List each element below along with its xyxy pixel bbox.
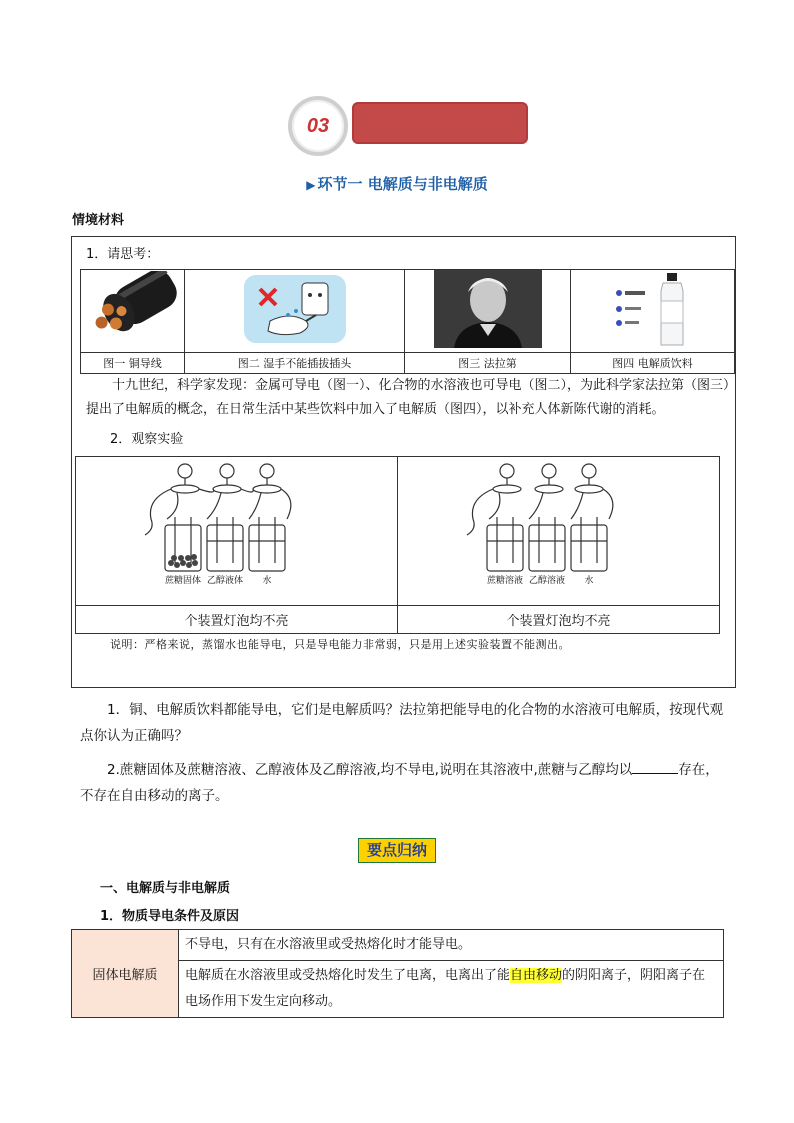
conductivity-apparatus-icon [459,459,659,599]
beaker-label: 蔗糖溶液 [486,576,523,586]
question-2: 2.蔗糖固体及蔗糖溶液、乙醇液体及乙醇溶液,均不导电,说明在其溶液中,蔗糖与乙醇均以 存在，不存在自由移动的离子。 [80,757,730,809]
think-label: 1．请思考： [86,247,160,262]
beaker-label: 乙醇液体 [206,576,243,586]
question-1: 1．铜、电解质饮料都能导电，它们是电解质吗？法拉第把能导电的化合物的水溶液可电解质，按现代观点你认为正确吗？ [80,702,724,744]
image-caption: 图一 铜导线 [81,353,185,374]
experiment-note: 说明：严格来说，蒸馏水也能导电，只是导电能力非常弱，只是用上述实验装置不能测出。 [110,638,570,651]
table-cell: 电解质在水溶液里或受热熔化时发生了电离，电离出了能自由移动的阴阳离子，阴阳离子在电场作用下发生定向移动。 [179,961,724,1018]
summary-heading: 一、电解质与非电解质 [100,881,231,896]
beaker-label: 水 [583,576,594,586]
electrolyte-drink-icon [599,271,707,347]
copper-cable-icon [85,271,181,347]
highlighted-text: 自由移动 [510,968,563,983]
image-cell [185,270,405,353]
experiment-caption: 个装置灯泡均不亮 [398,606,720,634]
observe-label: 2．观察实验 [110,432,184,447]
image-table [80,269,735,374]
image-caption: 图四 电解质饮料 [571,353,735,374]
summary-subheading: 1．物质导电条件及原因 [100,909,240,924]
beaker-label: 蔗糖固体 [164,576,201,586]
summary-title: 要点归纳 [358,838,436,863]
wet-hand-plug-icon [240,271,350,347]
section-banner-bar [352,102,528,144]
section-number-badge: 03 [288,96,348,156]
image-caption: 图二 湿手不能插拔插头 [185,353,405,374]
experiment-caption: 个装置灯泡均不亮 [76,606,398,634]
history-paragraph: 十九世纪，科学家发现：金属可导电（图一）、化合物的水溶液也可导电（图二），为此科学家法拉第（图三）提出了电解质的概念，在日常生活中某些饮料中加入了电解质（图四），以补充人体新陈代谢的消耗。 [86,378,730,417]
conduction-table [71,929,724,1018]
image-cell [405,270,571,353]
experiment-cell [76,457,398,606]
experiment-cell [398,457,720,606]
experiment-table [75,456,720,634]
faraday-portrait-icon [434,270,542,348]
section-title: ▶ 环节一 电解质与非电解质 [306,175,488,193]
beaker-label: 乙醇溶液 [528,576,565,586]
triangle-icon: ▶ [306,178,316,192]
conductivity-apparatus-icon [137,459,337,599]
image-cell [571,270,735,353]
beaker-label: 水 [261,576,272,586]
answer-blank[interactable] [632,759,678,774]
image-cell [81,270,185,353]
table-cell: 不导电，只有在水溶液里或受热熔化时才能导电。 [179,930,724,961]
table-row-header: 固体电解质 [72,930,179,1018]
material-label: 情境材料 [72,213,125,228]
image-caption: 图三 法拉第 [405,353,571,374]
